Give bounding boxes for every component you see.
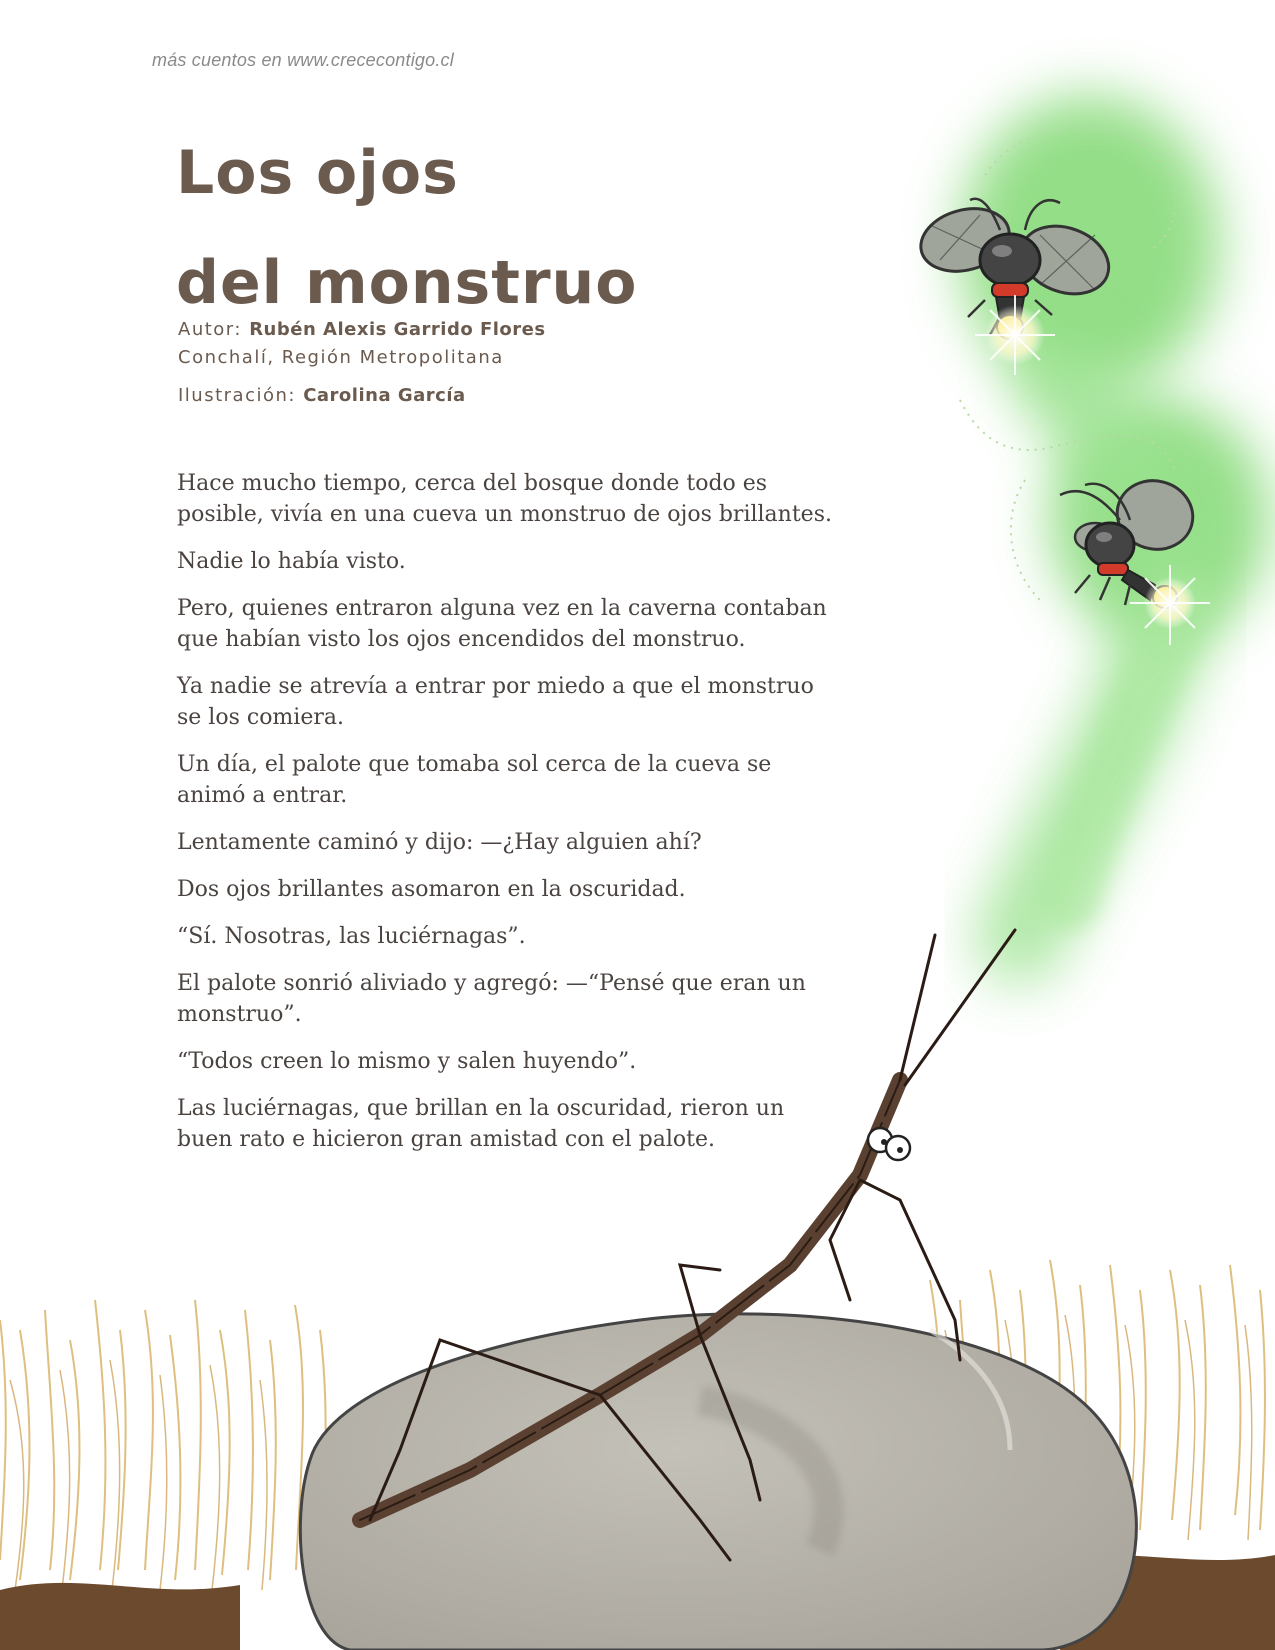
title-line-2: del monstruo xyxy=(176,248,638,318)
story-paragraph: Pero, quienes entraron alguna vez en la caverna contaban que habían visto los ojos encendidos del monstruo. xyxy=(177,596,827,652)
story-paragraph: Nadie lo había visto. xyxy=(177,549,406,574)
author-label: Autor: xyxy=(178,319,242,340)
title-line-1: Los ojos xyxy=(176,138,459,208)
story-paragraph: Las luciérnagas, que brillan en la oscuridad, rieron un buen rato e hicieron gran amistad con el palote. xyxy=(177,1096,785,1152)
credits xyxy=(178,316,546,410)
author-location: Conchalí, Región Metropolitana xyxy=(178,347,504,368)
illustrator-name: Carolina García xyxy=(303,385,466,406)
illustration-line xyxy=(178,382,546,410)
illustration-label: Ilustración: xyxy=(178,385,296,406)
story-text xyxy=(177,468,837,1171)
story-paragraph: El palote sonrió aliviado y agregó: —“Pensé que eran un monstruo”. xyxy=(177,971,806,1027)
story-paragraph: “Sí. Nosotras, las luciérnagas”. xyxy=(177,924,526,949)
story-paragraph: “Todos creen lo mismo y salen huyendo”. xyxy=(177,1049,637,1074)
author-name: Rubén Alexis Garrido Flores xyxy=(249,319,546,340)
story-paragraph: Lentamente caminó y dijo: —¿Hay alguien ahí? xyxy=(177,830,702,855)
story-paragraph: Un día, el palote que tomaba sol cerca de la cueva se animó a entrar. xyxy=(177,752,772,808)
story-paragraph: Dos ojos brillantes asomaron en la oscuridad. xyxy=(177,877,686,902)
author-line xyxy=(178,316,546,344)
site-link[interactable]: más cuentos en www.crececontigo.cl xyxy=(152,50,454,70)
story-paragraph: Hace mucho tiempo, cerca del bosque donde todo es posible, vivía en una cueva un monstruo de ojos brillantes. xyxy=(177,471,832,527)
page-title xyxy=(176,118,816,338)
story-paragraph: Ya nadie se atrevía a entrar por miedo a que el monstruo se los comiera. xyxy=(177,674,814,730)
